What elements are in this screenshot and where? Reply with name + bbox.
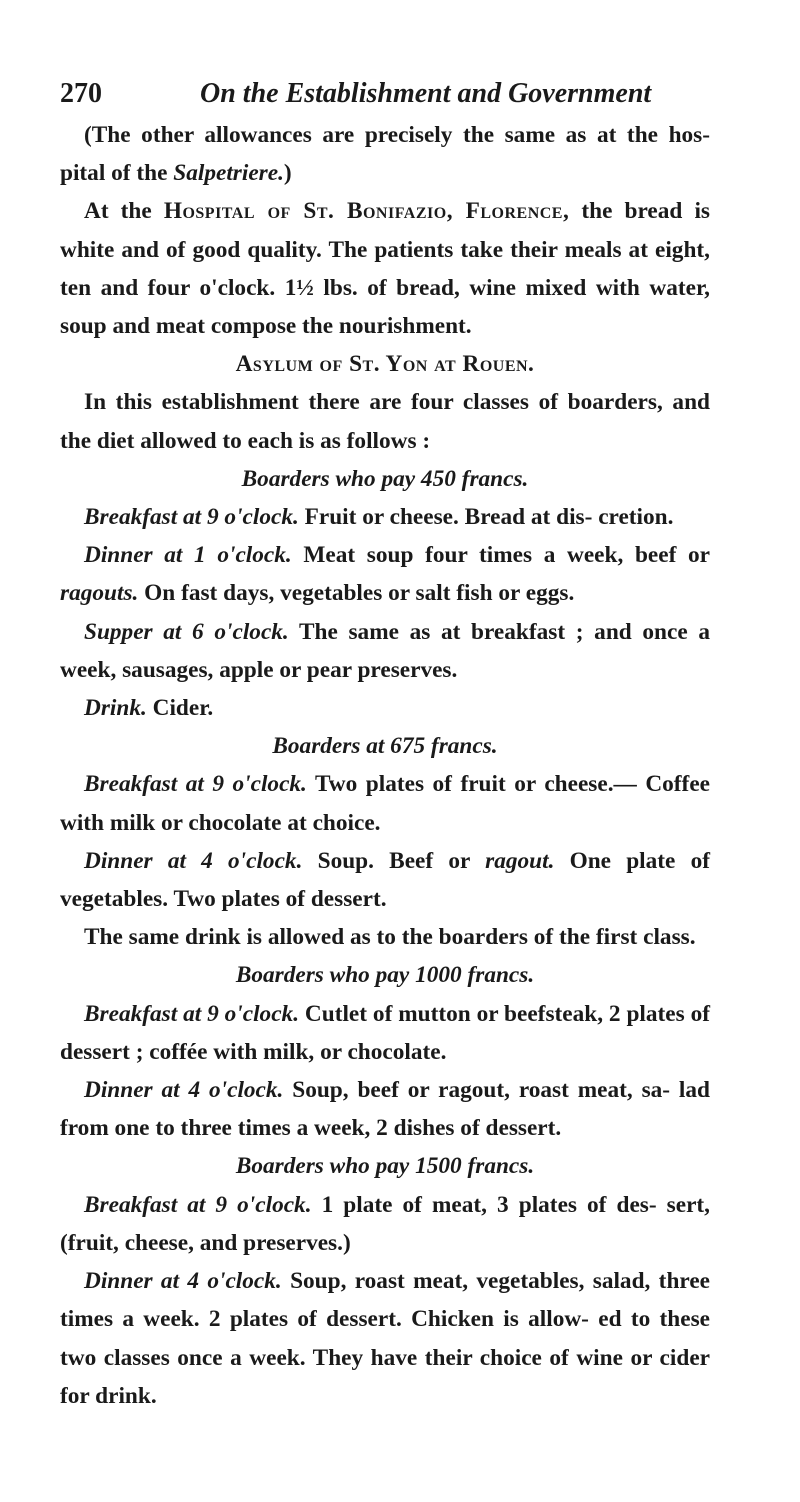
text: (The other allowances are precisely the same as at the hos- pital of the [60, 122, 710, 187]
text-italic: Breakfast at 9 o'clock. [84, 1000, 300, 1027]
text-small-caps: Hospital of St. Bonifazio, Florence, [163, 198, 570, 225]
text-italic: Supper at 6 o'clock. [84, 618, 289, 645]
text-italic: Dinner at 4 o'clock. [84, 847, 303, 874]
paragraph [60, 1071, 710, 1147]
page-body [60, 116, 710, 1415]
paragraph [60, 116, 710, 192]
paragraph [60, 995, 710, 1071]
text: Two plates of fruit or cheese.— Coffee with milk or chocolate at choice. [60, 771, 710, 836]
text-italic: Dinner at 1 o'clock. [84, 542, 292, 569]
text: The same as at breakfast ; and once a week, sausages, apple or pear preserves. [60, 618, 710, 683]
text: One plate of vegetables. Two plates of dessert. [60, 847, 711, 913]
text: ) [283, 160, 292, 187]
text: Cider. [146, 695, 214, 722]
text-italic: Dinner at 4 o'clock. [84, 1077, 284, 1104]
section-heading: Asylum of St. Yon at Rouen. [235, 351, 535, 378]
page-header [60, 78, 710, 114]
paragraph [60, 1262, 710, 1415]
text: Cutlet of mutton or beefsteak, 2 plates of dessert ; coffée with milk, or chocolate. [60, 1000, 711, 1065]
text: On fast days, vegetables or salt fish or eggs. [138, 580, 575, 607]
subsection-heading: Boarders who pay 1000 francs. [235, 962, 535, 989]
text: Meat soup four times a week, beef or [291, 542, 710, 569]
running-title: On the Establishment and Government [200, 78, 652, 109]
paragraph [60, 1186, 710, 1262]
subsection-heading: Boarders who pay 450 francs. [241, 465, 529, 492]
subsection-heading: Boarders at 675 francs. [272, 733, 498, 760]
paragraph [60, 689, 710, 727]
text: At the [84, 198, 164, 225]
text-italic: Drink. [84, 695, 147, 722]
page-number: 270 [60, 78, 102, 109]
text: Soup, roast meat, vegetables, salad, three times a week. 2 plates of dessert. Chicken is allow- ed to these two classes once a week. They have their choice of wine or cider for drink. [60, 1268, 710, 1409]
text-italic: Breakfast at 9 o'clock. [84, 771, 307, 798]
paragraph [60, 498, 710, 536]
text-italic: Breakfast at 9 o'clock. [84, 1191, 312, 1218]
paragraph [60, 536, 710, 612]
paragraph [60, 842, 710, 918]
text-italic: ragouts. [60, 580, 139, 607]
paragraph: The same drink is allowed as to the boarders of the first class. [84, 924, 696, 951]
text-italic: ragout. [485, 847, 555, 874]
text: 1 plate of meat, 3 plates of des- sert, (fruit, cheese, and preserves.) [60, 1191, 711, 1256]
text-italic: Breakfast at 9 o'clock. [84, 504, 299, 531]
text: the bread is white and of good quality. The patients take their meals at eight, ten and four o'clock. 1½ lbs. of bread, wine mixed with water, soup and meat compose the nourishment. [60, 198, 710, 340]
text-italic: Salpetriere. [173, 160, 284, 187]
text: Soup. Beef or [302, 847, 486, 874]
paragraph [60, 765, 710, 841]
text-italic: Dinner at 4 o'clock. [84, 1268, 282, 1295]
paragraph [60, 192, 710, 345]
text: Fruit or cheese. Bread at dis- cretion. [298, 504, 674, 531]
paragraph [60, 613, 710, 689]
paragraph: In this establishment there are four classes of boarders, and the diet allowed to each is as follows : [60, 389, 710, 454]
text: Soup, beef or ragout, roast meat, sa- lad from one to three times a week, 2 dishes of dessert. [60, 1077, 710, 1142]
subsection-heading: Boarders who pay 1500 francs. [235, 1153, 535, 1180]
